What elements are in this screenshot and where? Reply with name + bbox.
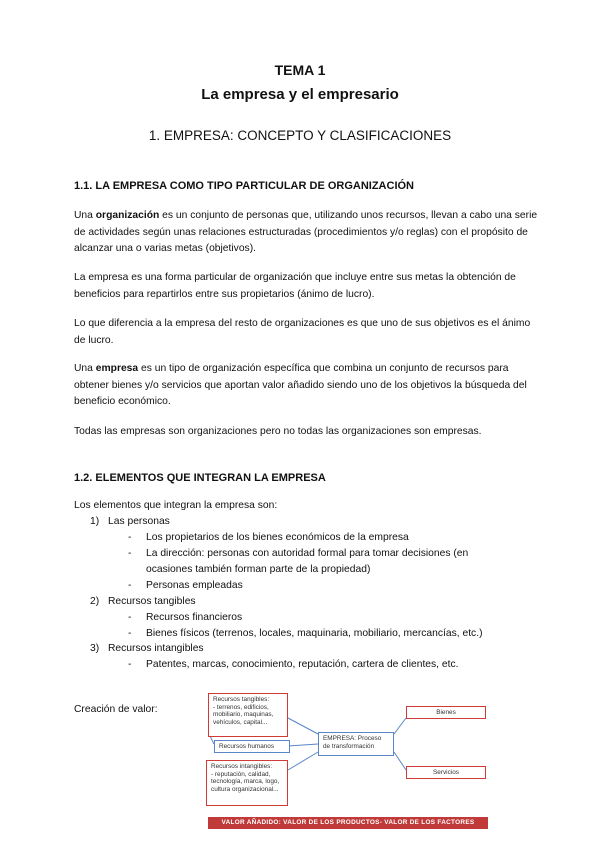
paragraph-empresa-forma: La empresa es una forma particular de organización que incluye entre sus metas la obtención de beneficios para repartirlos entre sus propietarios (ánimo de lucro).: [74, 272, 516, 300]
heading-1-2: 1.2. ELEMENTOS QUE INTEGRAN LA EMPRESA: [74, 472, 326, 484]
box-tangibles: [208, 693, 288, 737]
sub-item: Personas empleadas: [146, 580, 243, 591]
box-servicios: Servicios: [406, 766, 486, 779]
section-title: 1. EMPRESA: CONCEPTO Y CLASIFICACIONES: [148, 128, 452, 143]
box-intangibles-body: - reputación, calidad, tecnología, marca, logo, cultura organizacional...: [211, 770, 280, 793]
dash: -: [128, 580, 132, 591]
list-item-label: Las personas: [108, 516, 170, 527]
sub-item: Bienes físicos (terrenos, locales, maquinaria, mobiliario, mercancías, etc.): [146, 628, 483, 639]
arrow-intangibles: [288, 752, 318, 770]
p4-bold: empresa: [95, 363, 139, 374]
box-intangibles-title: Recursos intangibles:: [211, 763, 273, 770]
dash: -: [128, 628, 132, 639]
dash: -: [128, 532, 132, 543]
list-item-num: 1): [90, 516, 100, 527]
sub-item: Los propietarios de los bienes económicos de la empresa: [146, 532, 409, 543]
sub-item: La dirección: personas con autoridad formal para tomar decisiones (en: [146, 548, 469, 559]
box-empresa: EMPRESA: Proceso de transformación: [318, 732, 394, 756]
sub-item-continuation: ocasiones también forman parte de la propiedad): [146, 564, 371, 575]
chapter-subtitle: La empresa y el empresario: [201, 86, 399, 103]
paragraph-todas: Todas las empresas son organizaciones pero no todas las organizaciones son empresas.: [74, 426, 482, 437]
list-item-num: 2): [90, 596, 100, 607]
heading-1-1: 1.1. LA EMPRESA COMO TIPO PARTICULAR DE ORGANIZACIÓN: [74, 180, 414, 192]
arrow-bienes: [394, 718, 406, 734]
paragraph-diferencia: Lo que diferencia a la empresa del resto de organizaciones es que uno de sus objetivos es el ánimo de lucro.: [74, 318, 531, 346]
p4-post: es un tipo de organización específica que combina un conjunto de recursos para obtener bienes y/o servicios que aportan valor añadido siendo uno de los objetivos la búsqueda del beneficio económico.: [74, 363, 527, 407]
list-item-num: 3): [90, 643, 100, 654]
sub-item: Patentes, marcas, conocimiento, reputación, cartera de clientes, etc.: [146, 659, 459, 670]
dash: -: [128, 659, 132, 670]
p1-pre: Una: [74, 210, 96, 221]
arrow-humanos: [288, 744, 318, 746]
sub-item: Recursos financieros: [146, 612, 243, 623]
list-item-label: Recursos intangibles: [108, 643, 204, 654]
arrow-tangibles: [288, 718, 318, 734]
box-bienes: Bienes: [406, 706, 486, 719]
box-intangibles: [206, 760, 288, 806]
dash: -: [128, 548, 132, 559]
p1-post: es un conjunto de personas que, utilizando unos recursos, llevan a cabo una serie de actividades según unas relaciones estructuradas (procedimientos y/o reglas) con el propósito de alcanzar una o varias metas (objetivos).: [74, 210, 538, 254]
list-item-label: Recursos tangibles: [108, 596, 196, 607]
p4-pre: Una: [74, 363, 96, 374]
valor-anadido-banner: VALOR AÑADIDO: VALOR DE LOS PRODUCTOS- VALOR DE LOS FACTORES: [208, 817, 488, 829]
dash: -: [128, 612, 132, 623]
elements-intro: Los elementos que integran la empresa son:: [74, 500, 278, 511]
tema-title: TEMA 1: [274, 62, 326, 78]
box-tangibles-body: - terrenos, edificios, mobiliario, maquinas, vehículos, capital...: [213, 703, 274, 726]
arrow-servicios: [394, 752, 406, 770]
diagram-label: Creación de valor:: [74, 704, 158, 715]
box-tangibles-title: Recursos tangibles:: [213, 696, 270, 703]
box-humanos: Recursos humanos: [214, 740, 290, 753]
p1-bold: organización: [95, 210, 160, 221]
